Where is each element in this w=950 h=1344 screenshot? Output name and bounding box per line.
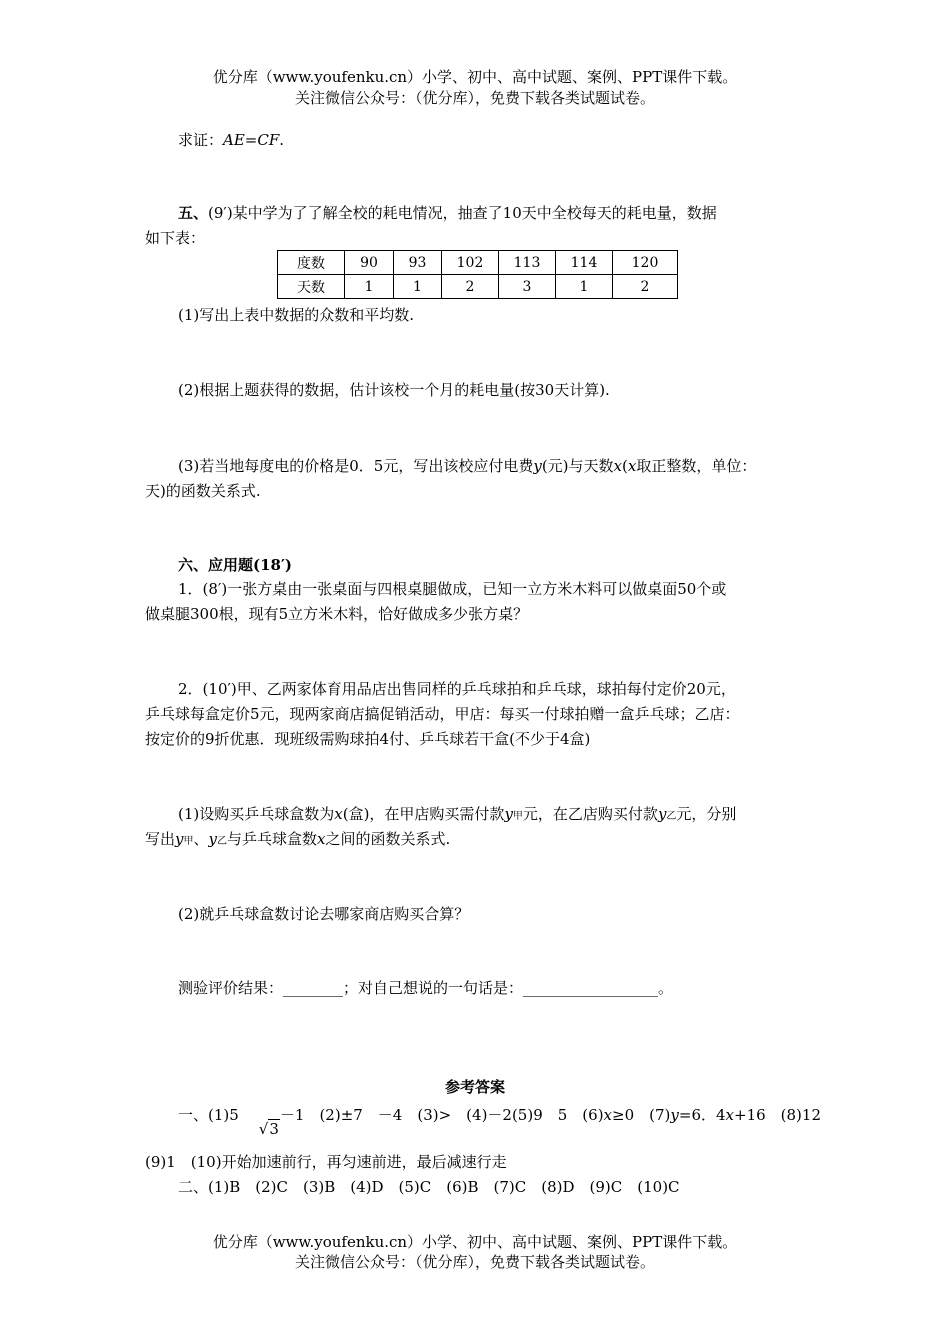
table-cell: 2 xyxy=(613,275,678,299)
answer-text: +16 (8)12 xyxy=(734,1106,821,1124)
q-text: 与乒乓球盒数 xyxy=(227,830,318,848)
radicand: 3 xyxy=(269,1120,279,1138)
answers-line-3: 二、(1)B (2)C (3)B (4)D (5)C (6)B (7)C (8)D (9)C (10)C xyxy=(178,1178,680,1196)
problem-2-question-2: (2)就乒乓球盒数讨论去哪家商店购买合算？ xyxy=(178,905,470,923)
problem-1-line-2: 做桌腿300根，现有5立方米木料，恰好做成多少张方桌？ xyxy=(145,605,529,623)
answer-text: =6．4 xyxy=(678,1106,726,1124)
q-text: 写出 xyxy=(145,830,176,848)
var-x: x xyxy=(603,1106,613,1124)
section5-intro xyxy=(178,202,717,223)
table-cell: 2 xyxy=(442,275,499,299)
electricity-table xyxy=(277,250,678,299)
var-y: y xyxy=(504,805,513,823)
q-text: 元，分别 xyxy=(676,805,737,823)
section5-heading: 五、 xyxy=(178,204,209,222)
prove-line xyxy=(178,129,284,150)
q-text: (盒)，在甲店购买需付款 xyxy=(342,805,505,823)
q-text: 之间的函数关系式. xyxy=(325,830,451,848)
table-cell: 102 xyxy=(442,251,499,275)
prove-expression: AE=CF xyxy=(223,131,280,149)
q-text: 、 xyxy=(193,830,209,848)
var-x: x xyxy=(317,830,326,848)
var-y: y xyxy=(175,830,184,848)
var-y: y xyxy=(208,830,217,848)
table-cell: 120 xyxy=(613,251,678,275)
table-cell: 度数 xyxy=(278,251,345,275)
problem-2-line-3: 按定价的9折优惠．现班级需购球拍4付、乒乓球若干盒(不少于4盒) xyxy=(145,730,591,748)
section5-question-2: (2)根据上题获得的数据，估计该校一个月的耗电量(按30天计算). xyxy=(178,381,610,399)
table-row-degrees xyxy=(278,251,678,275)
q3-text: (元)与天数 xyxy=(541,457,614,475)
var-x: x xyxy=(334,805,343,823)
answer-text: ≥0 (7) xyxy=(612,1106,671,1124)
problem-2-line-2: 乒乓球每盒定价5元，现两家商店搞促销活动，甲店：每买一付球拍赠一盒乒乓球；乙店： xyxy=(145,705,740,723)
subscript: 乙 xyxy=(217,836,227,847)
answer-text: －1 (2)±7 －4 (3)> (4)－2(5)9 5 (6) xyxy=(279,1106,604,1124)
prove-prefix: 求证： xyxy=(178,131,224,149)
problem-2-question-1-cont xyxy=(145,828,450,849)
subscript: 甲 xyxy=(183,836,194,847)
section5-intro-text: (9′)某中学为了了解全校的耗电情况，抽查了10天中全校每天的耗电量，数据 xyxy=(208,204,717,222)
q3-var-x: x xyxy=(627,457,637,475)
table-cell: 天数 xyxy=(278,275,345,299)
q3-text: 取正整数，单位： xyxy=(636,457,757,475)
table-cell: 93 xyxy=(394,251,442,275)
section5-question-3 xyxy=(178,455,756,476)
table-cell: 1 xyxy=(345,275,394,299)
q3-text: ( xyxy=(622,457,628,475)
answers-line-1 xyxy=(178,1104,821,1138)
section5-question-1: (1)写出上表中数据的众数和平均数. xyxy=(178,306,415,324)
section5-question-3-cont: 天)的函数关系式. xyxy=(145,482,261,500)
var-x: x xyxy=(725,1106,734,1124)
q3-text: (3)若当地每度电的价格是0．5元，写出该校应付电费 xyxy=(178,457,534,475)
sqrt-expression xyxy=(259,1120,280,1138)
table-cell: 114 xyxy=(556,251,613,275)
footer-line-1: 优分库（www.youfenku.cn）小学、初中、高中试题、案例、PPT课件下载。 xyxy=(212,1233,738,1251)
radical-sign: √ xyxy=(258,1120,269,1138)
evaluation-line: 测验评价结果：________；对自己想说的一句话是：__________________。 xyxy=(178,979,674,997)
subscript: 乙 xyxy=(666,811,677,822)
section5-intro-cont: 如下表： xyxy=(145,229,206,247)
q3-var-x: x xyxy=(613,457,623,475)
footer-line-2: 关注微信公众号：（优分库），免费下载各类试题试卷。 xyxy=(294,1253,655,1271)
table-cell: 3 xyxy=(499,275,556,299)
subscript: 甲 xyxy=(512,811,523,822)
problem-2-question-1 xyxy=(178,803,736,824)
problem-2-line-1: 2．(10′)甲、乙两家体育用品店出售同样的乒乓球拍和乒乓球，球拍每付定价20元， xyxy=(178,680,736,698)
table-cell: 113 xyxy=(499,251,556,275)
answer-text: 一、(1)5 xyxy=(178,1106,239,1124)
table-cell: 1 xyxy=(394,275,442,299)
q-text: (1)设购买乒乓球盒数为 xyxy=(178,805,335,823)
table-cell: 1 xyxy=(556,275,613,299)
answers-title: 参考答案 xyxy=(444,1078,505,1096)
q3-var-y: y xyxy=(533,457,542,475)
header-line-1: 优分库（www.youfenku.cn）小学、初中、高中试题、案例、PPT课件下载。 xyxy=(212,68,738,86)
answers-line-2: (9)1 (10)开始加速前行，再匀速前进，最后减速行走 xyxy=(145,1153,507,1171)
problem-1-line-1: 1．(8′)一张方桌由一张桌面与四根桌腿做成，已知一立方米木料可以做桌面50个或 xyxy=(178,580,727,598)
table-row-days xyxy=(278,275,678,299)
q-text: 元，在乙店购买付款 xyxy=(522,805,658,823)
section6-heading: 六、应用题(18′) xyxy=(178,556,293,574)
prove-suffix: . xyxy=(279,131,285,149)
var-y: y xyxy=(670,1106,679,1124)
header-line-2: 关注微信公众号：（优分库），免费下载各类试题试卷。 xyxy=(294,89,655,107)
table-cell: 90 xyxy=(345,251,394,275)
var-y: y xyxy=(657,805,667,823)
